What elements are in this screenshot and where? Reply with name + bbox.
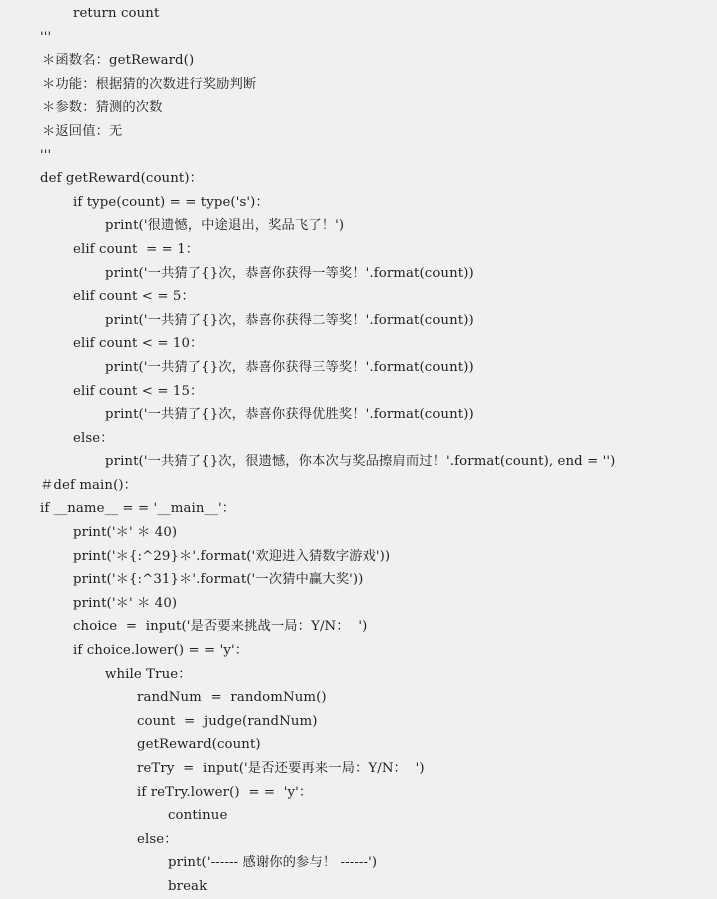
code-line: ＊功能：根据猜的次数进行奖励判断 [42,76,257,92]
code-line: print('一共猜了{}次，恭喜你获得二等奖！'.format(count)) [105,312,474,328]
code-line: print('一共猜了{}次，很遗憾，你本次与奖品擦肩而过！'.format(count), end = '') [105,454,616,470]
code-line: while True： [105,666,192,682]
code-line: break [168,878,208,894]
code-line: print('一共猜了{}次，恭喜你获得优胜奖！'.format(count)) [105,407,474,423]
code-line: reTry = input('是否还要再来一局：Y/N： ') [137,761,425,776]
code-line: ＃def main()： [40,477,138,493]
code-line: else： [137,831,178,847]
code-line: else： [73,430,114,446]
code-line: getReward(count) [137,737,261,753]
code-line: randNum = randomNum() [137,690,327,706]
code-block [0,2,717,899]
code-line: print('一共猜了{}次，恭喜你获得三等奖！'.format(count)) [105,359,474,375]
code-line: def getReward(count)： [40,171,204,187]
code-line: elif count < = 15： [73,383,204,399]
code-line: if reTry.lower() = = 'y'： [137,784,313,800]
code-line: choice = input('是否要来挑战一局：Y/N： ') [73,619,368,635]
code-line: ''' [40,29,52,45]
code-line: print('＊' ＊ 40) [73,525,178,541]
code-line: ＊函数名：getReward() [42,53,195,69]
code-line: continue [168,808,228,824]
code-line: print('------ 感谢你的参与！ ------') [168,855,378,871]
code-line: print('＊{:^31}＊'.format('一次猜中赢大奖')) [73,572,364,588]
code-line: elif count < = 10： [73,336,204,352]
code-line: return count [73,6,160,21]
code-line: print('很遗憾，中途退出，奖品飞了！') [105,218,345,234]
code-line: if type(count) = = type('s')： [73,194,269,210]
code-line: print('＊{:^29}＊'.format('欢迎进入猜数字游戏')) [73,548,391,564]
code-line: ＊参数：猜测的次数 [42,100,163,116]
code-line: count = judge(randNum) [137,713,318,729]
code-line: ''' [40,147,52,163]
code-line: print('一共猜了{}次，恭喜你获得一等奖！'.format(count)) [105,265,474,281]
code-line: print('＊' ＊ 40) [73,595,178,611]
code-line: if __name__ = = '__main__'： [40,501,236,517]
code-line: ＊返回值：无 [42,123,123,139]
code-line: elif count = = 1： [73,241,200,257]
code-line: elif count < = 5： [73,289,195,305]
code-line: if choice.lower() = = 'y'： [73,643,249,659]
